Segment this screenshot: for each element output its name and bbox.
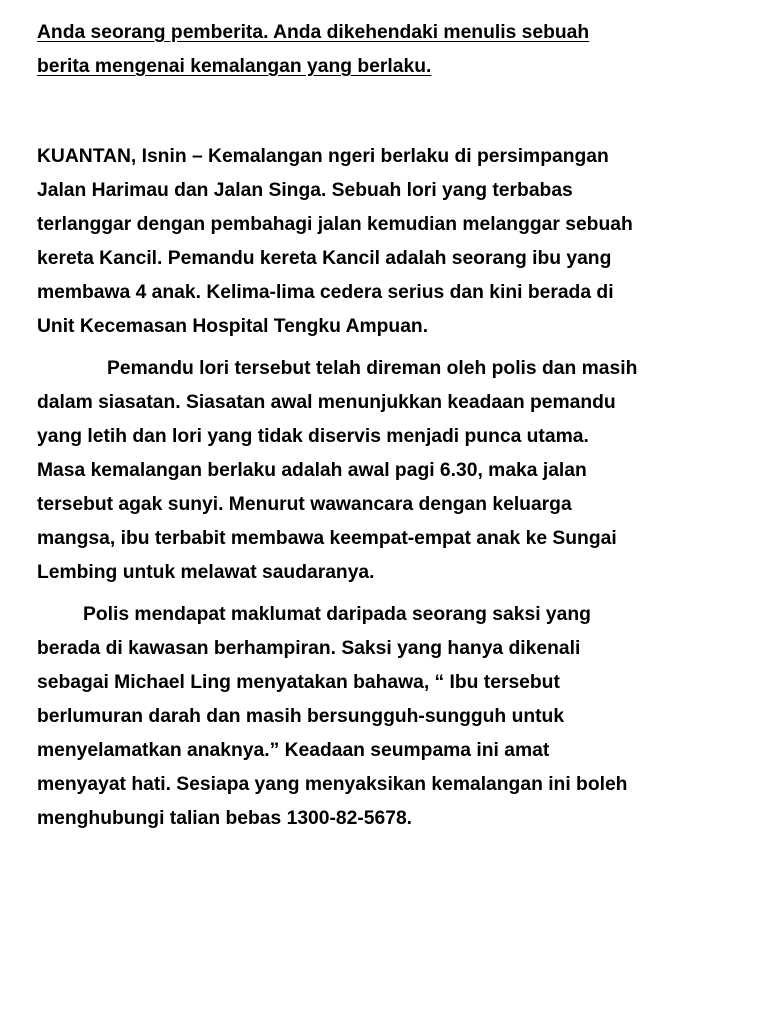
paragraph-line: terlanggar dengan pembahagi jalan kemudian melanggar sebuah — [37, 214, 633, 235]
paragraph-line: menyelamatkan anaknya.” Keadaan seumpama ini amat — [37, 740, 550, 761]
paragraph-line: membawa 4 anak. Kelima-lima cedera serius dan kini berada di — [37, 282, 614, 303]
paragraph-line: menghubungi talian bebas 1300-82-5678. — [37, 808, 413, 829]
article-paragraph-2 — [37, 352, 738, 590]
instruction-line: Anda seorang pemberita. Anda dikehendaki menulis sebuah — [37, 22, 590, 43]
paragraph-line: Unit Kecemasan Hospital Tengku Ampuan. — [37, 316, 429, 337]
news-article — [37, 140, 738, 836]
paragraph-line: berlumuran darah dan masih bersungguh-sungguh untuk — [37, 706, 565, 727]
paragraph-line: sebagai Michael Ling menyatakan bahawa, “ Ibu tersebut — [37, 672, 560, 693]
paragraph-line: yang letih dan lori yang tidak diservis menjadi punca utama. — [37, 426, 589, 447]
instruction-line: berita mengenai kemalangan yang berlaku. — [37, 56, 432, 77]
article-paragraph-3 — [37, 598, 738, 836]
paragraph-line: Pemandu lori tersebut telah direman oleh polis dan masih — [107, 358, 638, 379]
paragraph-line: Polis mendapat maklumat daripada seorang saksi yang — [83, 604, 591, 625]
article-paragraph-1 — [37, 140, 738, 344]
paragraph-line: Lembing untuk melawat saudaranya. — [37, 562, 375, 583]
paragraph-line: Jalan Harimau dan Jalan Singa. Sebuah lori yang terbabas — [37, 180, 573, 201]
paragraph-line: berada di kawasan berhampiran. Saksi yang hanya dikenali — [37, 638, 581, 659]
paragraph-line: Masa kemalangan berlaku adalah awal pagi 6.30, maka jalan — [37, 460, 587, 481]
paragraph-line: KUANTAN, Isnin – Kemalangan ngeri berlaku di persimpangan — [37, 146, 609, 167]
instructions-block — [37, 16, 738, 84]
paragraph-line: dalam siasatan. Siasatan awal menunjukkan keadaan pemandu — [37, 392, 616, 413]
paragraph-line: tersebut agak sunyi. Menurut wawancara dengan keluarga — [37, 494, 572, 515]
paragraph-line: kereta Kancil. Pemandu kereta Kancil adalah seorang ibu yang — [37, 248, 612, 269]
paragraph-line: mangsa, ibu terbabit membawa keempat-empat anak ke Sungai — [37, 528, 617, 549]
paragraph-line: menyayat hati. Sesiapa yang menyaksikan kemalangan ini boleh — [37, 774, 628, 795]
